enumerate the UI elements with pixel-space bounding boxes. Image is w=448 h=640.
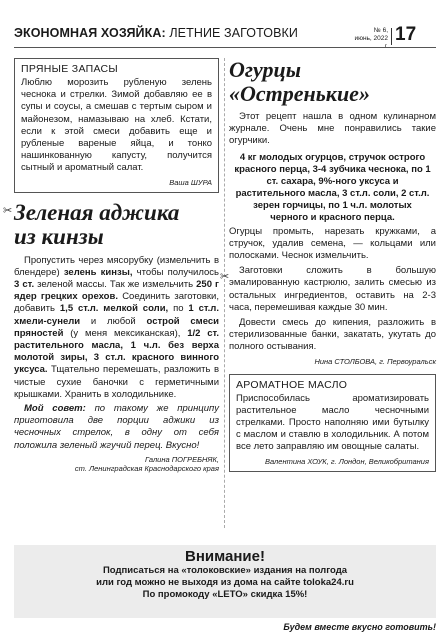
recipe-text: Соединить заготовки, добавить bbox=[14, 291, 219, 315]
section-title bbox=[14, 26, 298, 40]
recipe-text: Тщательно перемешать, разложить в чистые сухие баночки с герметичными крышками. Хранить в холодильнике. bbox=[14, 364, 219, 400]
promo-line-2: или год можно не выходя из дома на сайте toloka24.ru bbox=[96, 577, 354, 588]
recipe-ingredient: 1,5 ст.л. мелкой соли, bbox=[59, 303, 169, 315]
scissors-icon: ✂ bbox=[3, 205, 13, 217]
cut-line bbox=[224, 58, 225, 528]
recipe-text: (у меня мексиканская), bbox=[63, 327, 188, 339]
cucumbers-intro: Этот рецепт нашла в одном кулинарном журнале. Очень мне понравились такие огурчики. bbox=[229, 111, 436, 147]
recipe-text: и любой bbox=[80, 315, 147, 327]
cucumbers-ingredients: 4 кг молодых огурцов, стручок острого красного перца, 3-4 зубчика чеснока, по 1 ст. сахара, 9%-ного уксуса и растительного масла, 3 ст.л. соли, 2 ст.л. зерен горчицы, по 1 ч.л. молотых черного и красного перца. bbox=[234, 151, 431, 223]
cucumbers-title-line1: Огурцы bbox=[229, 57, 301, 82]
recipe-text: по bbox=[168, 303, 189, 315]
cucumbers-author: Нина СТОЛБОВА, г. Первоуральск bbox=[314, 356, 436, 366]
tip-label: Мой совет: bbox=[24, 403, 86, 415]
recipe-text: Пропустить через мясорубку (измельчить в блендере) bbox=[14, 254, 219, 278]
header-rule bbox=[14, 47, 436, 48]
recipe-ingredient: 1 ст.л. хмели-сунели bbox=[14, 303, 219, 327]
recipe-text: чтобы получилось bbox=[132, 266, 219, 278]
footer-slogan: Будем вместе вкусно готовить! bbox=[283, 622, 436, 632]
page-number: 17 bbox=[395, 24, 417, 45]
spicy-stock-box bbox=[14, 58, 219, 193]
recipe-ingredient: острой смеси пряностей bbox=[14, 315, 219, 339]
cucumbers-title bbox=[229, 58, 436, 106]
section-title-bold: ЭКОНОМНАЯ ХОЗЯЙКА: bbox=[14, 26, 166, 40]
recipe-ingredient: зелень кинзы, bbox=[63, 266, 133, 278]
header-separator bbox=[391, 28, 392, 45]
spicy-stock-author: Ваша ШУРА bbox=[169, 177, 212, 187]
tip-text: по такому же принципу приготовила две порции аджики из чесночных стрелок, в одну от себя положила зеленый жгучий перец. Вкусно! bbox=[14, 403, 219, 451]
promo-line-3: По промокоду «LETO» скидка 15%! bbox=[142, 589, 308, 600]
issue-number: № 6, bbox=[373, 27, 388, 34]
cucumbers-step-2: Заготовки сложить в большую эмалированную кастрюлю, залить смесью из остальных ингредиентов, оставить на 2-3 часа, перемешивая каждые 30 мин. bbox=[229, 265, 436, 313]
aromatic-oil-text: Приспособилась ароматизировать растительное масло чесночными стрелками. Просто наполняю ими бутылку с маслом и ставлю в холодильник. А потом все лето заправляю им овощные салаты. bbox=[236, 392, 429, 453]
spicy-stock-title: ПРЯНЫЕ ЗАПАСЫ bbox=[21, 63, 119, 75]
recipe-ingredient: 1/2 ст. растительного масла, 1 ч.л. без верха молотой зиры, 3 ст.л. красного винного уксуса. bbox=[14, 327, 219, 376]
recipe-ingredient: 250 г ядер грецких орехов. bbox=[14, 279, 220, 303]
aromatic-oil-author: Валентина ХОУК, г. Лондон, Великобритания bbox=[264, 456, 429, 466]
adjika-recipe bbox=[14, 255, 219, 401]
promo-title: Внимание! bbox=[185, 548, 265, 565]
adjika-title-line2: из кинзы bbox=[14, 223, 104, 249]
subscription-promo bbox=[14, 545, 436, 618]
recipe-ingredient: 3 ст. bbox=[14, 279, 35, 291]
aromatic-oil-title: АРОМАТНОЕ МАСЛО bbox=[236, 378, 348, 391]
cucumbers-title-line2: «Остренькие» bbox=[229, 81, 370, 106]
cucumbers-step-1: Огурцы промыть, нарезать кружками, а стручок, удалив семена, — кольцами или полосками. Чеснок измельчить. bbox=[229, 225, 436, 262]
promo-line-1: Подписаться на «толоковские» издания на полгода bbox=[102, 565, 348, 576]
adjika-title bbox=[14, 201, 219, 249]
spicy-stock-text: Люблю морозить рубленую зелень чеснока и стрелки. Зимой добавляю ее в супы и соусы, а смешав с тертым сыром и майонезом, намазываю на хлеб. Кстати, если к этой смеси добавить еще и рубленые вареные яйца, и тонко нашинкованную капусту, получится сытный и ароматный салат. bbox=[21, 77, 212, 174]
scissors-icon: ✂ bbox=[220, 271, 230, 283]
adjika-title-line1: Зеленая аджика bbox=[14, 199, 180, 225]
page-header bbox=[0, 0, 448, 52]
adjika-author: Галина ПОГРЕБНЯК, bbox=[145, 454, 219, 464]
right-column bbox=[229, 58, 436, 472]
aromatic-oil-box bbox=[229, 374, 436, 472]
section-title-light: ЛЕТНИЕ ЗАГОТОВКИ bbox=[169, 26, 299, 40]
left-column bbox=[14, 58, 219, 473]
adjika-tip bbox=[14, 403, 219, 452]
recipe-text: зеленой массы. Так же измельчить bbox=[34, 279, 197, 291]
adjika-author-place: ст. Ленинградская Краснодарского края bbox=[74, 463, 219, 473]
issue-date: июнь, 2022 bbox=[354, 35, 388, 42]
cucumbers-step-3: Довести смесь до кипения, разложить в стерилизованные банки, закатать, укутать до полного остывания. bbox=[229, 317, 436, 353]
